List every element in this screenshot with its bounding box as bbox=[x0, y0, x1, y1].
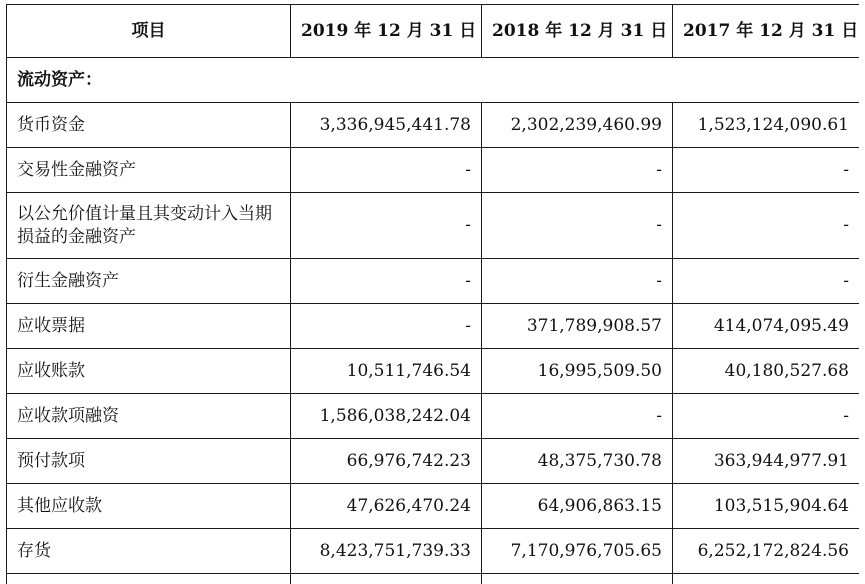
cell-2017: 414,074,095.49 bbox=[673, 304, 860, 349]
table-row bbox=[7, 484, 860, 529]
document-page bbox=[6, 4, 859, 584]
cell-2017: 363,944,977.91 bbox=[673, 439, 860, 484]
section-row bbox=[7, 58, 860, 103]
cell-2019: 3,336,945,441.78 bbox=[291, 103, 482, 148]
empty-cell bbox=[291, 574, 482, 584]
cell-2018: - bbox=[482, 193, 673, 259]
row-label: 交易性金融资产 bbox=[7, 148, 291, 193]
cell-2018: - bbox=[482, 394, 673, 439]
row-label: 应收款项融资 bbox=[7, 394, 291, 439]
empty-cell bbox=[482, 574, 673, 584]
table-row bbox=[7, 148, 860, 193]
cell-2018: 371,789,908.57 bbox=[482, 304, 673, 349]
cell-2019: 10,511,746.54 bbox=[291, 349, 482, 394]
cell-2018: 2,302,239,460.99 bbox=[482, 103, 673, 148]
cell-2017: 103,515,904.64 bbox=[673, 484, 860, 529]
header-row bbox=[7, 5, 860, 58]
table-row bbox=[7, 103, 860, 148]
header-2017: 2017 年 12 月 31 日 bbox=[673, 5, 860, 58]
cell-2019: - bbox=[291, 193, 482, 259]
cell-2019: 1,586,038,242.04 bbox=[291, 394, 482, 439]
row-label: 应收账款 bbox=[7, 349, 291, 394]
cell-2017: - bbox=[673, 259, 860, 304]
row-label: 预付款项 bbox=[7, 439, 291, 484]
row-label: 应收票据 bbox=[7, 304, 291, 349]
cell-2018: 7,170,976,705.65 bbox=[482, 529, 673, 574]
row-label: 衍生金融资产 bbox=[7, 259, 291, 304]
table-row bbox=[7, 304, 860, 349]
cell-2018: 48,375,730.78 bbox=[482, 439, 673, 484]
table-row-partial bbox=[7, 574, 860, 584]
cell-2018: - bbox=[482, 259, 673, 304]
header-2019: 2019 年 12 月 31 日 bbox=[291, 5, 482, 58]
cell-2018: - bbox=[482, 148, 673, 193]
cell-2017: 40,180,527.68 bbox=[673, 349, 860, 394]
row-label: 其他应收款 bbox=[7, 484, 291, 529]
cell-2019: 47,626,470.24 bbox=[291, 484, 482, 529]
cell-2019: - bbox=[291, 304, 482, 349]
row-label: 以公允价值计量且其变动计入当期损益的金融资产 bbox=[7, 193, 291, 259]
table-row bbox=[7, 394, 860, 439]
cell-2019: - bbox=[291, 148, 482, 193]
header-item: 项目 bbox=[7, 5, 291, 58]
table-row bbox=[7, 193, 860, 259]
cell-2019: - bbox=[291, 259, 482, 304]
table-row bbox=[7, 349, 860, 394]
header-2018: 2018 年 12 月 31 日 bbox=[482, 5, 673, 58]
cell-2019: 8,423,751,739.33 bbox=[291, 529, 482, 574]
empty-cell bbox=[673, 574, 860, 584]
row-label: 货币资金 bbox=[7, 103, 291, 148]
cell-2017: 6,252,172,824.56 bbox=[673, 529, 860, 574]
cell-2017: - bbox=[673, 148, 860, 193]
cell-2017: 1,523,124,090.61 bbox=[673, 103, 860, 148]
table-row bbox=[7, 259, 860, 304]
table-row bbox=[7, 439, 860, 484]
balance-sheet-table bbox=[6, 4, 859, 584]
cell-2017: - bbox=[673, 394, 860, 439]
row-label: 存货 bbox=[7, 529, 291, 574]
section-title: 流动资产： bbox=[7, 58, 860, 103]
cell-2018: 16,995,509.50 bbox=[482, 349, 673, 394]
cell-2017: - bbox=[673, 193, 860, 259]
empty-cell bbox=[7, 574, 291, 584]
cell-2018: 64,906,863.15 bbox=[482, 484, 673, 529]
cell-2019: 66,976,742.23 bbox=[291, 439, 482, 484]
table-row bbox=[7, 529, 860, 574]
